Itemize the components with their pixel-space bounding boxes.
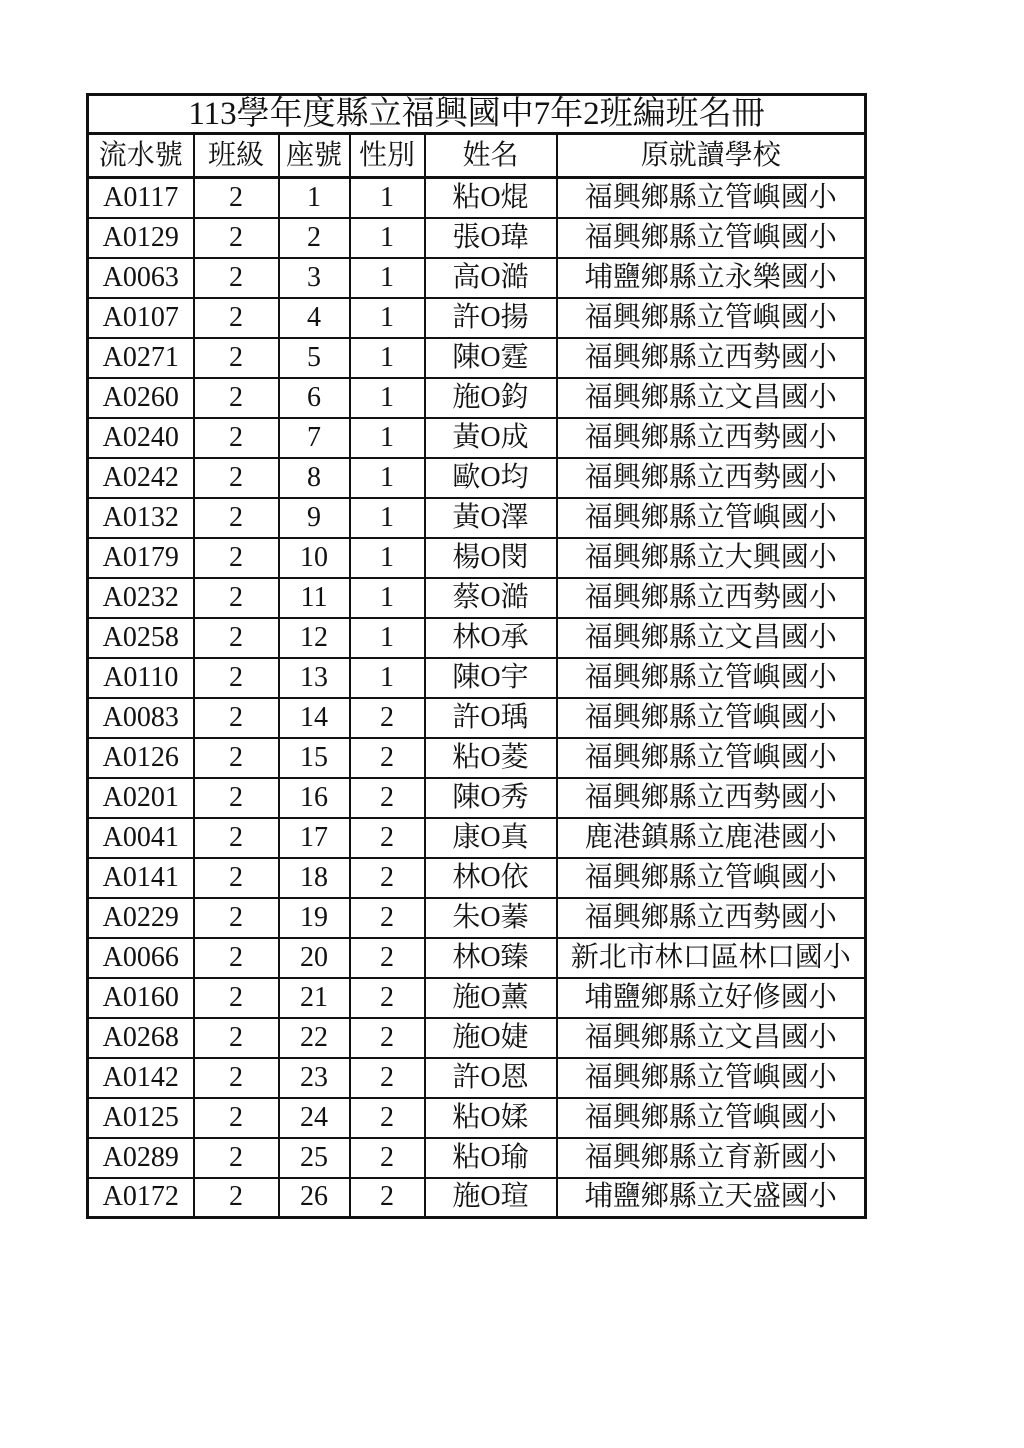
cell-class: 2 [194, 258, 279, 298]
cell-class: 2 [194, 378, 279, 418]
cell-serial: A0232 [88, 578, 194, 618]
cell-serial: A0172 [88, 1178, 194, 1218]
cell-serial: A0289 [88, 1138, 194, 1178]
table-row [88, 418, 866, 458]
table-row [88, 698, 866, 738]
cell-class: 2 [194, 658, 279, 698]
cell-serial: A0132 [88, 498, 194, 538]
table-row [88, 1178, 866, 1218]
cell-name: 陳O霆 [425, 338, 557, 378]
table-row [88, 658, 866, 698]
cell-gender: 2 [350, 1058, 425, 1098]
cell-seat: 23 [279, 1058, 350, 1098]
cell-name: 楊O閔 [425, 538, 557, 578]
cell-school: 鹿港鎮縣立鹿港國小 [557, 818, 866, 858]
cell-serial: A0242 [88, 458, 194, 498]
cell-name: 許O揚 [425, 298, 557, 338]
cell-gender: 1 [350, 218, 425, 258]
table-row [88, 498, 866, 538]
cell-school: 福興鄉縣立文昌國小 [557, 618, 866, 658]
table-row [88, 618, 866, 658]
cell-school: 福興鄉縣立管嶼國小 [557, 698, 866, 738]
cell-gender: 1 [350, 458, 425, 498]
cell-serial: A0229 [88, 898, 194, 938]
cell-seat: 2 [279, 218, 350, 258]
cell-school: 福興鄉縣立大興國小 [557, 538, 866, 578]
table-row [88, 298, 866, 338]
cell-gender: 1 [350, 298, 425, 338]
cell-school: 福興鄉縣立管嶼國小 [557, 738, 866, 778]
cell-seat: 8 [279, 458, 350, 498]
cell-gender: 2 [350, 1018, 425, 1058]
cell-serial: A0268 [88, 1018, 194, 1058]
table-row [88, 1098, 866, 1138]
cell-serial: A0142 [88, 1058, 194, 1098]
cell-serial: A0240 [88, 418, 194, 458]
class-roster-table [86, 93, 867, 1219]
cell-serial: A0260 [88, 378, 194, 418]
cell-serial: A0271 [88, 338, 194, 378]
header-row [88, 134, 866, 178]
table-row [88, 378, 866, 418]
column-header-name: 姓名 [425, 134, 557, 178]
cell-gender: 1 [350, 378, 425, 418]
cell-name: 施O薰 [425, 978, 557, 1018]
cell-serial: A0083 [88, 698, 194, 738]
cell-serial: A0110 [88, 658, 194, 698]
cell-gender: 1 [350, 258, 425, 298]
cell-gender: 1 [350, 618, 425, 658]
cell-school: 新北市林口區林口國小 [557, 938, 866, 978]
table-row [88, 938, 866, 978]
cell-name: 施O瑄 [425, 1178, 557, 1218]
cell-gender: 2 [350, 1138, 425, 1178]
cell-serial: A0160 [88, 978, 194, 1018]
cell-gender: 1 [350, 658, 425, 698]
cell-seat: 17 [279, 818, 350, 858]
cell-seat: 5 [279, 338, 350, 378]
cell-seat: 10 [279, 538, 350, 578]
cell-name: 歐O均 [425, 458, 557, 498]
cell-seat: 21 [279, 978, 350, 1018]
cell-seat: 1 [279, 178, 350, 218]
cell-class: 2 [194, 1058, 279, 1098]
cell-class: 2 [194, 578, 279, 618]
cell-gender: 1 [350, 338, 425, 378]
cell-class: 2 [194, 938, 279, 978]
cell-serial: A0117 [88, 178, 194, 218]
cell-name: 林O依 [425, 858, 557, 898]
cell-seat: 7 [279, 418, 350, 458]
table-row [88, 778, 866, 818]
table-row [88, 738, 866, 778]
title-row [88, 95, 866, 134]
cell-gender: 1 [350, 538, 425, 578]
cell-class: 2 [194, 978, 279, 1018]
cell-name: 粘O菱 [425, 738, 557, 778]
cell-school: 埔鹽鄉縣立天盛國小 [557, 1178, 866, 1218]
cell-gender: 2 [350, 898, 425, 938]
cell-school: 福興鄉縣立西勢國小 [557, 578, 866, 618]
cell-serial: A0179 [88, 538, 194, 578]
cell-seat: 26 [279, 1178, 350, 1218]
cell-name: 粘O媃 [425, 1098, 557, 1138]
cell-class: 2 [194, 178, 279, 218]
cell-seat: 22 [279, 1018, 350, 1058]
table-row [88, 218, 866, 258]
table-row [88, 818, 866, 858]
table-title: 113學年度縣立福興國中7年2班編班名冊 [88, 95, 866, 134]
cell-school: 福興鄉縣立西勢國小 [557, 338, 866, 378]
cell-seat: 12 [279, 618, 350, 658]
cell-gender: 2 [350, 938, 425, 978]
cell-gender: 2 [350, 978, 425, 1018]
cell-name: 施O鈞 [425, 378, 557, 418]
cell-name: 黃O澤 [425, 498, 557, 538]
cell-school: 福興鄉縣立西勢國小 [557, 458, 866, 498]
table-row [88, 1058, 866, 1098]
cell-school: 福興鄉縣立管嶼國小 [557, 858, 866, 898]
cell-serial: A0129 [88, 218, 194, 258]
cell-class: 2 [194, 498, 279, 538]
cell-gender: 2 [350, 858, 425, 898]
cell-gender: 2 [350, 1178, 425, 1218]
cell-class: 2 [194, 698, 279, 738]
cell-name: 黃O成 [425, 418, 557, 458]
cell-gender: 2 [350, 818, 425, 858]
cell-serial: A0041 [88, 818, 194, 858]
cell-seat: 19 [279, 898, 350, 938]
cell-serial: A0201 [88, 778, 194, 818]
cell-school: 埔鹽鄉縣立永樂國小 [557, 258, 866, 298]
cell-name: 康O真 [425, 818, 557, 858]
cell-seat: 14 [279, 698, 350, 738]
cell-school: 埔鹽鄉縣立好修國小 [557, 978, 866, 1018]
cell-class: 2 [194, 858, 279, 898]
table-row [88, 978, 866, 1018]
table-row [88, 258, 866, 298]
cell-seat: 15 [279, 738, 350, 778]
roster-body [88, 178, 866, 1218]
cell-school: 福興鄉縣立管嶼國小 [557, 658, 866, 698]
cell-serial: A0141 [88, 858, 194, 898]
cell-name: 施O婕 [425, 1018, 557, 1058]
cell-serial: A0063 [88, 258, 194, 298]
column-header-serial: 流水號 [88, 134, 194, 178]
cell-class: 2 [194, 1138, 279, 1178]
cell-seat: 13 [279, 658, 350, 698]
column-header-school: 原就讀學校 [557, 134, 866, 178]
cell-seat: 6 [279, 378, 350, 418]
column-header-seat: 座號 [279, 134, 350, 178]
cell-name: 粘O焜 [425, 178, 557, 218]
cell-school: 福興鄉縣立管嶼國小 [557, 1058, 866, 1098]
cell-school: 福興鄉縣立文昌國小 [557, 1018, 866, 1058]
table-row [88, 858, 866, 898]
cell-gender: 1 [350, 578, 425, 618]
cell-gender: 1 [350, 498, 425, 538]
cell-name: 蔡O澔 [425, 578, 557, 618]
cell-school: 福興鄉縣立文昌國小 [557, 378, 866, 418]
table-row [88, 578, 866, 618]
cell-seat: 16 [279, 778, 350, 818]
cell-seat: 9 [279, 498, 350, 538]
cell-serial: A0066 [88, 938, 194, 978]
cell-school: 福興鄉縣立管嶼國小 [557, 178, 866, 218]
cell-serial: A0107 [88, 298, 194, 338]
cell-class: 2 [194, 618, 279, 658]
cell-gender: 1 [350, 178, 425, 218]
table-row [88, 178, 866, 218]
table-row [88, 338, 866, 378]
cell-class: 2 [194, 418, 279, 458]
cell-class: 2 [194, 778, 279, 818]
table-row [88, 898, 866, 938]
cell-seat: 4 [279, 298, 350, 338]
cell-seat: 20 [279, 938, 350, 978]
cell-class: 2 [194, 458, 279, 498]
cell-serial: A0125 [88, 1098, 194, 1138]
column-header-class: 班級 [194, 134, 279, 178]
cell-seat: 18 [279, 858, 350, 898]
table-row [88, 538, 866, 578]
cell-gender: 2 [350, 1098, 425, 1138]
cell-school: 福興鄉縣立育新國小 [557, 1138, 866, 1178]
cell-name: 林O臻 [425, 938, 557, 978]
cell-name: 粘O瑜 [425, 1138, 557, 1178]
cell-name: 許O瑀 [425, 698, 557, 738]
cell-school: 福興鄉縣立管嶼國小 [557, 1098, 866, 1138]
cell-name: 高O澔 [425, 258, 557, 298]
cell-school: 福興鄉縣立管嶼國小 [557, 498, 866, 538]
cell-serial: A0126 [88, 738, 194, 778]
cell-school: 福興鄉縣立管嶼國小 [557, 298, 866, 338]
table-row [88, 1138, 866, 1178]
cell-class: 2 [194, 538, 279, 578]
column-header-gender: 性別 [350, 134, 425, 178]
cell-gender: 2 [350, 698, 425, 738]
cell-seat: 25 [279, 1138, 350, 1178]
cell-gender: 1 [350, 418, 425, 458]
cell-class: 2 [194, 218, 279, 258]
table-row [88, 1018, 866, 1058]
cell-class: 2 [194, 338, 279, 378]
cell-name: 林O承 [425, 618, 557, 658]
cell-school: 福興鄉縣立西勢國小 [557, 778, 866, 818]
cell-name: 陳O秀 [425, 778, 557, 818]
cell-class: 2 [194, 298, 279, 338]
cell-school: 福興鄉縣立西勢國小 [557, 898, 866, 938]
cell-name: 朱O蓁 [425, 898, 557, 938]
cell-class: 2 [194, 738, 279, 778]
cell-school: 福興鄉縣立西勢國小 [557, 418, 866, 458]
cell-name: 許O恩 [425, 1058, 557, 1098]
cell-class: 2 [194, 1018, 279, 1058]
cell-seat: 11 [279, 578, 350, 618]
cell-class: 2 [194, 818, 279, 858]
cell-gender: 2 [350, 738, 425, 778]
cell-class: 2 [194, 898, 279, 938]
cell-name: 張O瑋 [425, 218, 557, 258]
cell-gender: 2 [350, 778, 425, 818]
cell-name: 陳O宇 [425, 658, 557, 698]
cell-class: 2 [194, 1178, 279, 1218]
table-row [88, 458, 866, 498]
cell-seat: 24 [279, 1098, 350, 1138]
cell-class: 2 [194, 1098, 279, 1138]
cell-seat: 3 [279, 258, 350, 298]
cell-serial: A0258 [88, 618, 194, 658]
cell-school: 福興鄉縣立管嶼國小 [557, 218, 866, 258]
